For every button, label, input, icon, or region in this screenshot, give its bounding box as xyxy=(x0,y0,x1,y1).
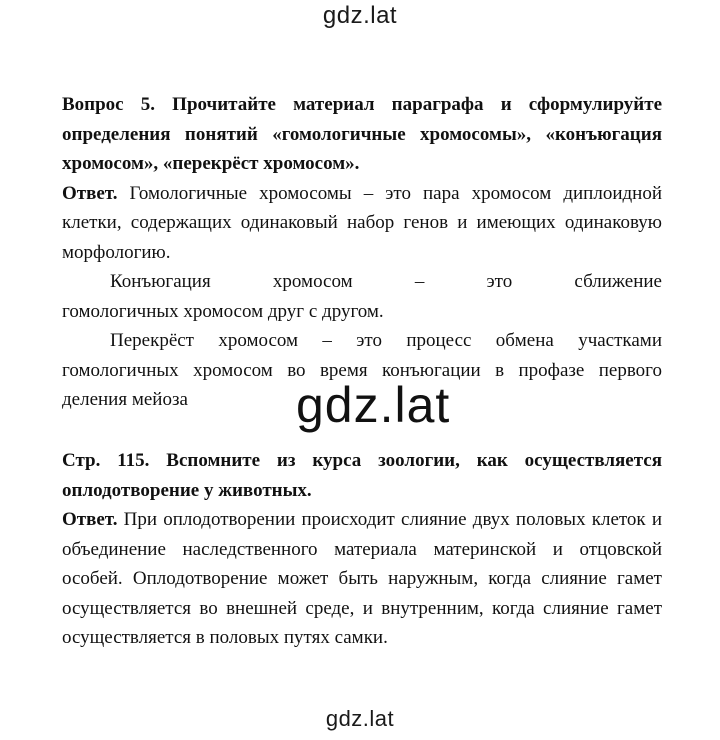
watermark-middle: gdz.lat xyxy=(296,377,451,433)
answer-label: Ответ. xyxy=(62,509,118,530)
conjugation-definition-line: Конъюгация хромосом – это сближение xyxy=(110,271,662,292)
section-page-115 xyxy=(62,446,662,653)
crossing-over-definition: Перекрёст хромосом – это процесс обмена участками гомологичных хромосом во время конъюгации в профазе первого деления мейоза xyxy=(62,330,662,410)
section-question-5 xyxy=(62,90,662,415)
watermark-bottom: gdz.lat xyxy=(325,706,395,731)
answer-paragraph xyxy=(62,179,662,268)
question-heading: Стр. 115. Вспомните из курса зоологии, как осуществляется оплодотворение у животных. xyxy=(62,450,662,501)
answer-text: При оплодотворении происходит слияние двух половых клеток и объединение наследственного материала материнской и отцовской особей. Оплодотворение может быть наружным, когда слияние гамет осуществляется во внешней среде, и внутренним, когда слияние гамет осуществляется в половых путях самки. xyxy=(62,509,662,648)
watermark-top: gdz.lat xyxy=(322,2,398,29)
answer-label: Ответ. xyxy=(62,182,118,204)
answer-paragraph xyxy=(62,505,662,653)
question-heading: Вопрос 5. Прочитайте материал параграфа и сформулируйте определения понятий «гомологичные хромосомы», «конъюгация хромосом», «перекрёст хромосом». xyxy=(62,94,662,174)
answer-text: Гомологичные хромосомы – это пара хромосом диплоидной клетки, содержащих одинаковый набор генов и имеющих одинаковую морфологию. xyxy=(62,182,662,263)
conjugation-definition-rest: гомологичных хромосом друг с другом. xyxy=(62,300,384,322)
